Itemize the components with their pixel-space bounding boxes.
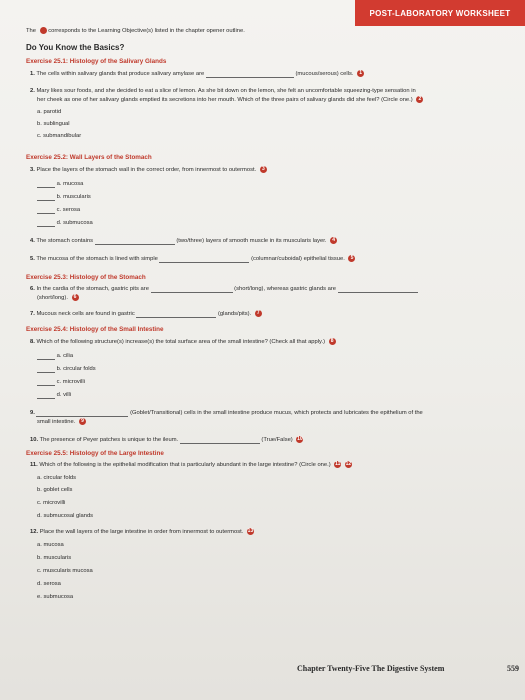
q11-option-c[interactable]: c. microvilli <box>37 500 66 506</box>
q12-option-e: e. submucosa <box>37 594 74 600</box>
q8-item-c <box>37 378 85 386</box>
q11-option-b[interactable]: b. goblet cells <box>37 487 73 493</box>
q7-number: 7. <box>30 311 35 318</box>
intro-post: corresponds to the Learning Objective(s) listed in the chapter opener outline. <box>48 28 245 35</box>
q1-hint: (mucous/serous) cells. <box>295 71 354 78</box>
q11-objective-badge-2: 12 <box>345 461 352 467</box>
q4-answer-blank[interactable] <box>95 238 175 245</box>
q3-option-c: c. serosa <box>56 207 81 213</box>
q2-line2-row <box>37 96 423 104</box>
q6-text-mid: (short/long), whereas gastric glands are <box>234 286 336 292</box>
q7-objective-badge: 7 <box>255 310 262 317</box>
intro-note <box>26 27 245 35</box>
question-10 <box>30 436 303 444</box>
q3-option-d: d. submucosa <box>56 220 93 226</box>
q6-line2-row <box>37 294 79 302</box>
q8-option-d: d. villi <box>56 392 72 398</box>
q9-objective-badge: 9 <box>79 418 86 425</box>
q11-text: Which of the following is the epithelial modification that is particularly abundant in the large intestine? (Circle one.) <box>39 462 331 469</box>
q9-line2-row <box>37 418 86 426</box>
q2-number: 2. <box>30 88 35 94</box>
q2-option-b[interactable]: b. sublingual <box>37 121 70 127</box>
q3-blank-a[interactable] <box>37 181 55 188</box>
q10-text-post: (True/False) <box>261 437 293 444</box>
q3-number: 3. <box>30 167 35 174</box>
q10-answer-blank[interactable] <box>180 437 260 444</box>
q5-text-post: (columnar/cuboidal) epithelial tissue. <box>251 256 345 263</box>
q10-number: 10. <box>30 437 39 444</box>
question-8 <box>30 338 336 346</box>
question-2 <box>30 87 416 95</box>
q1-objective-badge: 1 <box>357 70 364 77</box>
q6-number: 6. <box>30 286 35 292</box>
page-number: 559 <box>507 664 519 673</box>
q10-objective-badge: 10 <box>297 436 303 442</box>
q12-option-a: a. mucosa <box>37 542 64 548</box>
q3-text: Place the layers of the stomach wall in the correct order, from innermost to outermost. <box>36 167 257 174</box>
q8-item-b <box>37 365 96 373</box>
q5-answer-blank[interactable] <box>159 256 249 263</box>
q1-number: 1. <box>30 71 35 78</box>
objective-marker-icon <box>40 27 47 34</box>
q3-item-d <box>37 219 93 227</box>
q9-text-line2: small intestine. <box>37 419 76 426</box>
q11-option-d[interactable]: d. submucosal glands <box>37 513 94 519</box>
q11-number: 11. <box>30 462 38 469</box>
q4-objective-badge: 4 <box>330 237 337 244</box>
q12-text: Place the wall layers of the large intestine in order from innermost to outermost. <box>39 529 244 536</box>
worksheet-banner: POST-LABORATORY WORKSHEET <box>355 0 525 26</box>
q8-number: 8. <box>30 339 35 346</box>
q8-option-b: b. circular folds <box>56 366 96 372</box>
q3-blank-c[interactable] <box>37 207 55 214</box>
q6-answer-blank-2[interactable] <box>338 286 418 293</box>
q8-objective-badge: 8 <box>329 338 336 345</box>
q9-answer-blank[interactable] <box>36 410 128 417</box>
q8-item-a <box>37 352 73 360</box>
exercise-25-3-title: Exercise 25.3: Histology of the Stomach <box>26 274 146 281</box>
q8-check-d[interactable] <box>37 392 55 399</box>
q12-objective-badge: 13 <box>247 528 254 534</box>
q7-answer-blank[interactable] <box>136 311 216 318</box>
q1-answer-blank[interactable] <box>206 71 294 78</box>
page-heading: Do You Know the Basics? <box>26 43 125 52</box>
q5-text-pre: The mucosa of the stomach is lined with simple <box>36 256 158 263</box>
exercise-25-2-title: Exercise 25.2: Wall Layers of the Stomach <box>26 154 152 161</box>
q3-blank-d[interactable] <box>37 220 55 227</box>
exercise-25-4-title: Exercise 25.4: Histology of the Small Intestine <box>26 326 164 333</box>
q2-option-c[interactable]: c. submandibular <box>37 133 82 139</box>
q12-option-c: c. muscularis mucosa <box>37 568 93 574</box>
q8-check-c[interactable] <box>37 379 55 386</box>
chapter-footer: Chapter Twenty-Five The Digestive System <box>297 664 445 673</box>
q2-text-line2: her cheek as one of her salivary glands emptied its secretions into her mouth. Which of the three pairs of salivary glands did she feel? (Circle one.) <box>37 97 413 104</box>
question-5 <box>30 255 355 263</box>
question-7 <box>30 310 262 318</box>
q8-check-b[interactable] <box>37 366 55 373</box>
q5-objective-badge: 5 <box>348 255 355 262</box>
q3-option-b: b. muscularis <box>56 194 91 200</box>
q8-check-a[interactable] <box>37 353 55 360</box>
intro-pre: The <box>26 28 36 35</box>
q2-option-a[interactable]: a. parotid <box>37 109 62 115</box>
q10-text-pre: The presence of Peyer patches is unique to the ileum. <box>39 437 179 444</box>
q11-objective-badge-1: 11 <box>335 461 341 467</box>
q5-number: 5. <box>30 256 35 263</box>
q3-item-a <box>37 180 83 188</box>
question-1 <box>30 70 364 78</box>
question-6 <box>30 285 418 293</box>
q7-text-pre: Mucous neck cells are found in gastric <box>36 311 135 318</box>
q3-blank-b[interactable] <box>37 194 55 201</box>
q8-item-d <box>37 391 71 399</box>
q6-text-pre: In the cardia of the stomach, gastric pits are <box>36 286 149 292</box>
q3-item-c <box>37 206 80 214</box>
q4-text-pre: The stomach contains <box>36 238 94 245</box>
q4-text-post: (two/three) layers of smooth muscle in its muscularis layer. <box>176 238 327 245</box>
q6-text-line2: (short/long). <box>37 295 68 302</box>
q6-objective-badge: 6 <box>72 294 79 301</box>
q1-text: The cells within salivary glands that produce salivary amylase are <box>36 71 205 78</box>
q12-number: 12. <box>30 529 39 536</box>
q9-number: 9. <box>30 410 35 416</box>
q3-item-b <box>37 193 91 201</box>
question-11 <box>30 461 352 469</box>
exercise-25-5-title: Exercise 25.5: Histology of the Large Intestine <box>26 450 164 457</box>
q7-text-post: (glands/pits). <box>218 311 252 318</box>
q8-text: Which of the following structure(s) increase(s) the total surface area of the small intestine? (Check all that apply.) <box>36 339 326 346</box>
q9-text-post: (Goblet/Transitional) cells in the small intestine produce mucus, which protects and lubricates the epithelium of the <box>130 410 423 416</box>
q8-option-a: a. cilia <box>56 353 74 359</box>
question-4 <box>30 237 337 245</box>
question-9 <box>30 409 423 417</box>
q6-answer-blank-1[interactable] <box>151 286 233 293</box>
q2-objective-badge: 2 <box>416 96 423 103</box>
question-3 <box>30 166 267 174</box>
exercise-25-1-title: Exercise 25.1: Histology of the Salivary Glands <box>26 58 167 65</box>
q12-option-d: d. serosa <box>37 581 61 587</box>
question-12 <box>30 528 254 536</box>
q8-option-c: c. microvilli <box>56 379 85 385</box>
q4-number: 4. <box>30 238 35 245</box>
q11-option-a[interactable]: a. circular folds <box>37 475 76 481</box>
q3-option-a: a. mucosa <box>56 181 84 187</box>
q12-option-b: b. muscularis <box>37 555 72 561</box>
q3-objective-badge: 3 <box>260 166 267 173</box>
q2-text-line1: Mary likes sour foods, and she decided to eat a slice of lemon. As she bit down on the lemon, she felt an uncomfortable squeezing-type sensation in <box>36 88 416 94</box>
